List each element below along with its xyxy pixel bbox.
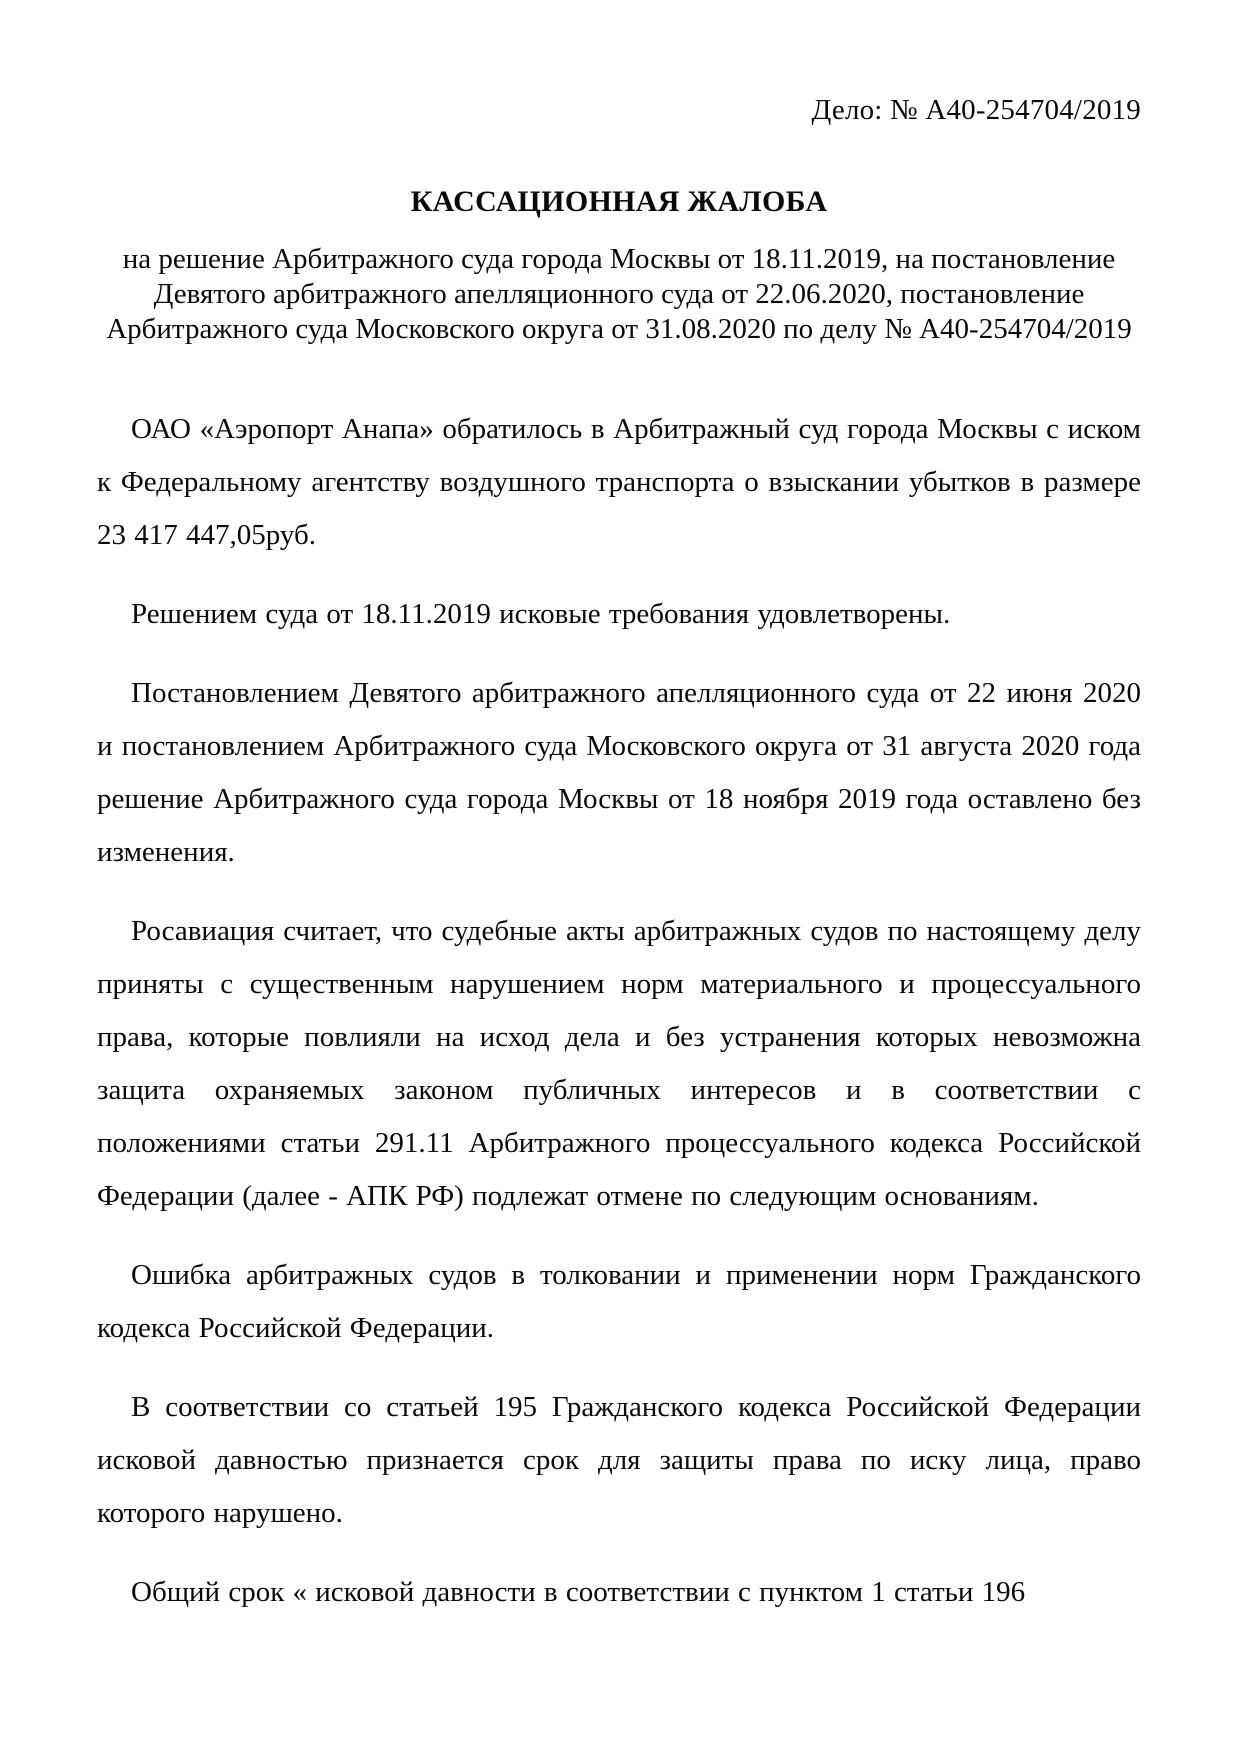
document-body bbox=[97, 403, 1141, 1619]
paragraph: Решением суда от 18.11.2019 исковые требования удовлетворены. bbox=[131, 598, 951, 630]
paragraph: Ошибка арбитражных судов в толковании и применении норм Гражданского кодекса Российской Федерации. bbox=[97, 1259, 1141, 1344]
paragraph: Росавиация считает, что судебные акты арбитражных судов по настоящему делу приняты с существенным нарушением норм материального и процессуального права, которые повлияли на исход дела и без устранения которых невозможна защита охраняемых законом публичных интересов и в соответствии с положениями статьи 291.11 Арбитражного процессуального кодекса Российской Федерации (далее - АПК РФ) подлежат отмене по следующим основаниям. bbox=[97, 915, 1141, 1212]
document-title: КАССАЦИОННАЯ ЖАЛОБА bbox=[410, 185, 828, 218]
paragraph: В соответствии со статьей 195 Гражданского кодекса Российской Федерации исковой давностью признается срок для защиты права по иску лица, право которого нарушено. bbox=[97, 1391, 1141, 1529]
paragraph: ОАО «Аэропорт Анапа» обратилось в Арбитражный суд города Москвы с иском к Федеральному агентству воздушного транспорта о взыскании убытков в размере 23 417 447,05руб. bbox=[97, 413, 1141, 551]
document-subtitle: на решение Арбитражного суда города Москвы от 18.11.2019, на постановление Девятого арбитражного апелляционного суда от 22.06.2020, постановление Арбитражного суда Московского округа от 31.08.2020 по делу № А40-254704/2019 bbox=[106, 243, 1132, 345]
paragraph: Общий срок « исковой давности в соответствии с пунктом 1 статьи 196 bbox=[131, 1576, 1026, 1608]
case-number: Дело: № А40-254704/2019 bbox=[811, 94, 1141, 126]
paragraph: Постановлением Девятого арбитражного апелляционного суда от 22 июня 2020 и постановлением Арбитражного суда Московского округа от 31 августа 2020 года решение Арбитражного суда города Москвы от 18 ноября 2019 года оставлено без изменения. bbox=[97, 677, 1141, 868]
